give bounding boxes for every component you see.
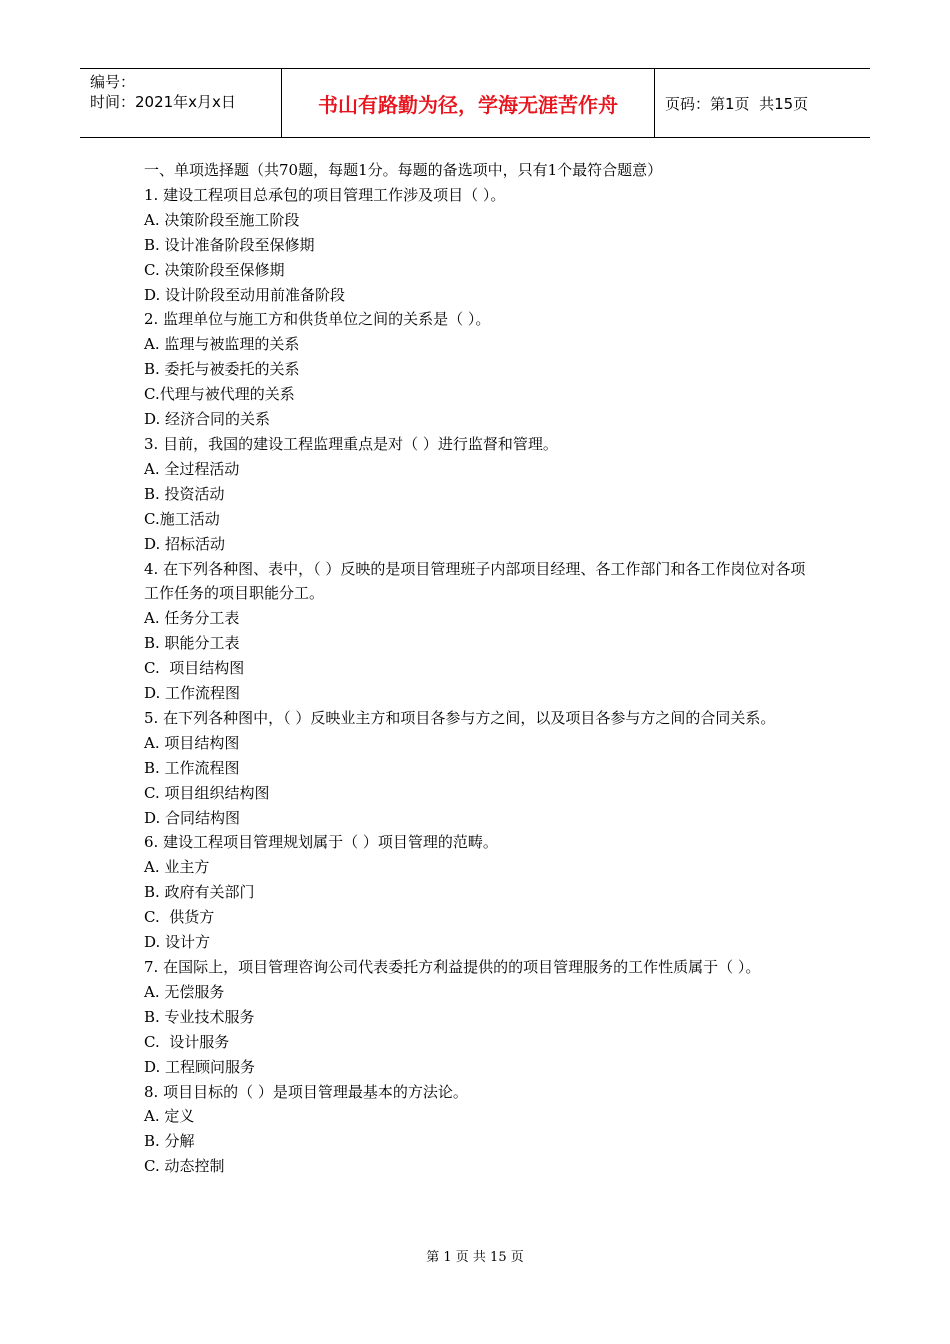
question-stem: 5. 在下列各种图中，（ ）反映业主方和项目各参与方之间，以及项目各参与方之间的合同关系。	[144, 708, 776, 727]
question-option: C. 设计服务	[144, 1032, 230, 1051]
question-option: A. 项目结构图	[144, 733, 240, 752]
question-option: C.代理与被代理的关系	[144, 385, 295, 404]
question-option: A. 决策阶段至施工阶段	[144, 210, 300, 229]
question-option: D. 工作流程图	[144, 684, 241, 703]
document-header	[80, 68, 870, 138]
header-page-info: 页码：第1页 共15页	[665, 94, 809, 113]
question-option: D. 招标活动	[144, 534, 226, 553]
question-option: B. 政府有关部门	[144, 883, 255, 902]
question-option: B. 工作流程图	[144, 758, 240, 777]
question-stem: 3. 目前，我国的建设工程监理重点是对（ ）进行监督和管理。	[144, 434, 558, 453]
question-6	[144, 830, 820, 955]
question-option: A. 无偿服务	[144, 982, 225, 1001]
question-option: C.施工活动	[144, 509, 220, 528]
question-option: C. 项目结构图	[144, 659, 245, 678]
question-option: B. 专业技术服务	[144, 1007, 255, 1026]
question-option: C. 项目组织结构图	[144, 783, 270, 802]
question-4	[144, 557, 820, 706]
question-1	[144, 183, 820, 308]
question-option: C. 决策阶段至保修期	[144, 260, 285, 279]
question-option: C. 供货方	[144, 908, 215, 927]
question-2	[144, 307, 820, 432]
question-option: B. 设计准备阶段至保修期	[144, 235, 315, 254]
question-8	[144, 1080, 820, 1180]
question-option: A. 监理与被监理的关系	[144, 335, 300, 354]
question-stem: 1. 建设工程项目总承包的项目管理工作涉及项目（ ）。	[144, 185, 506, 204]
question-option: A. 定义	[144, 1107, 195, 1126]
question-stem: 7. 在国际上，项目管理咨询公司代表委托方利益提供的的项目管理服务的工作性质属于（ ）。	[144, 958, 761, 976]
document-body	[144, 158, 820, 1179]
page-footer: 第 1 页 共 15 页	[426, 1250, 524, 1265]
question-option: D. 经济合同的关系	[144, 410, 271, 429]
section-title: 一、单项选择题（共70题，每题1分。每题的备选项中，只有1个最符合题意）	[144, 161, 663, 179]
question-5	[144, 706, 820, 831]
question-option: B. 委托与被委托的关系	[144, 360, 300, 379]
question-3	[144, 432, 820, 557]
question-option: B. 投资活动	[144, 484, 225, 503]
question-stem: 2. 监理单位与施工方和供货单位之间的关系是（ ）。	[144, 310, 491, 329]
question-option: D. 设计方	[144, 933, 211, 952]
header-page-info-cell	[655, 69, 870, 137]
document-date: 时间：2021年x月x日	[90, 93, 236, 111]
question-stem: 8. 项目目标的（ ）是项目管理最基本的方法论。	[144, 1082, 468, 1101]
question-option: C. 动态控制	[144, 1157, 225, 1176]
question-option: B. 职能分工表	[144, 634, 240, 653]
question-option: A. 业主方	[144, 858, 210, 877]
question-option: D. 工程顾问服务	[144, 1057, 256, 1076]
document-number-label: 编号：	[90, 73, 136, 91]
question-option: A. 全过程活动	[144, 459, 240, 478]
question-option: A. 任务分工表	[144, 609, 240, 628]
question-stem: 4. 在下列各种图、表中，（ ）反映的是项目管理班子内部项目经理、各工作部门和各工作岗位对各项工作任务的项目职能分工。	[144, 559, 806, 603]
header-info-cell	[80, 69, 282, 137]
question-7	[144, 955, 820, 1080]
header-motto: 书山有路勤为径，学海无涯苦作舟	[282, 69, 655, 137]
question-option: D. 设计阶段至动用前准备阶段	[144, 285, 346, 304]
question-option: D. 合同结构图	[144, 808, 241, 827]
question-stem: 6. 建设工程项目管理规划属于（ ）项目管理的范畴。	[144, 833, 498, 852]
question-option: B. 分解	[144, 1132, 195, 1151]
